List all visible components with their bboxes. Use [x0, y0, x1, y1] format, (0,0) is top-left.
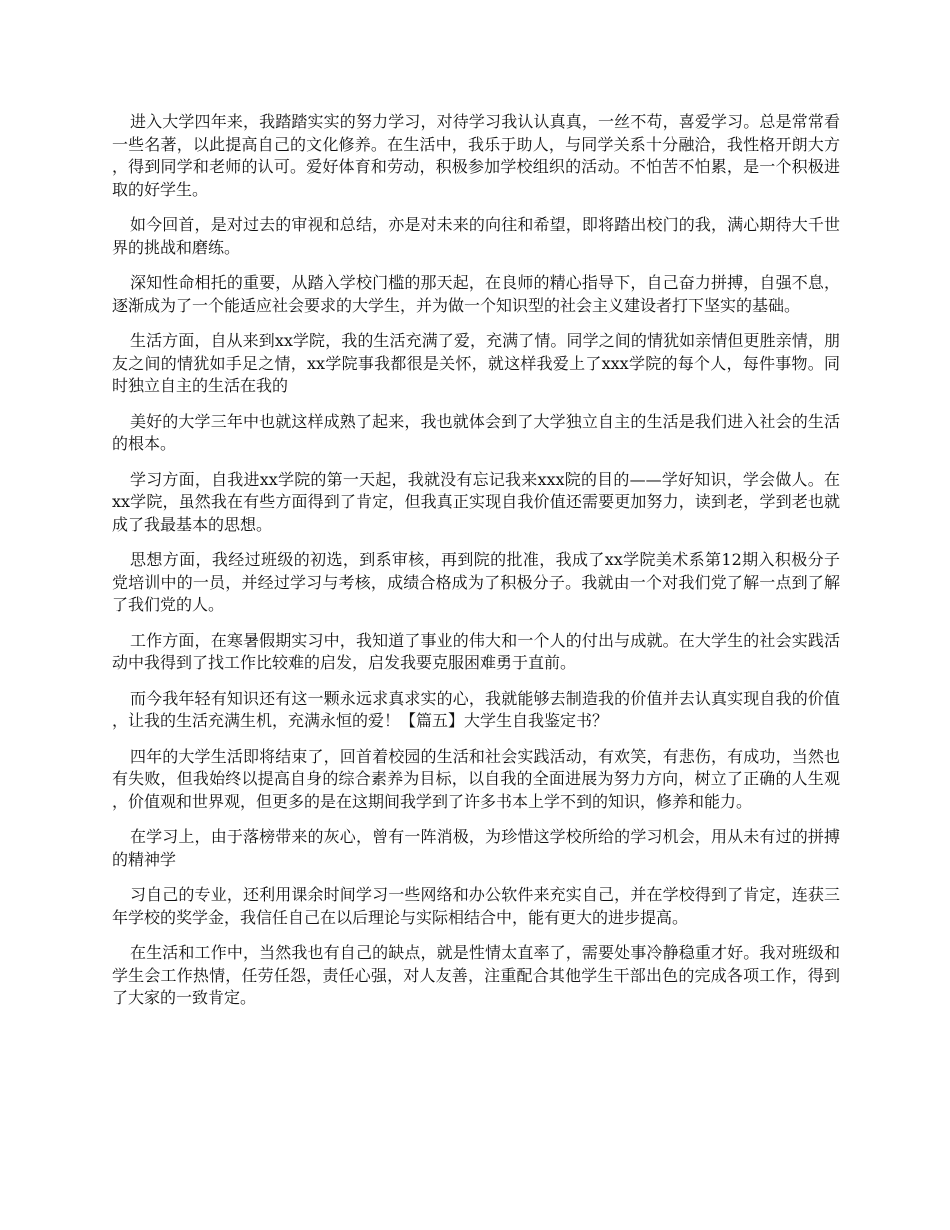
paragraph-12: 习自己的专业，还利用课余时间学习一些网络和办公软件来充实自己，并在学校得到了肯定，连获三年学校的奖学金，我信任自己在以后理论与实际相结合中，能有更大的进步提高。 [112, 885, 840, 927]
paragraph-11: 在学习上，由于落榜带来的灰心，曾有一阵消极，为珍惜这学校所给的学习机会，用从未有过的拼搏的精神学 [112, 827, 840, 869]
paragraph-5: 美好的大学三年中也就这样成熟了起来，我也就体会到了大学独立自主的生活是我们进入社会的生活的根本。 [112, 411, 840, 453]
paragraph-8: 工作方面，在寒暑假期实习中，我知道了事业的伟大和一个人的付出与成就。在大学生的社会实践活动中我得到了找工作比较难的启发，启发我要克服困难勇于直前。 [112, 630, 840, 672]
paragraph-7: 思想方面，我经过班级的初选，到系审核，再到院的批准，我成了xx学院美术系第12期入积极分子党培训中的一员，并经过学习与考核，成绩合格成为了积极分子。我就由一个对我们党了解一点到了解了我们党的人。 [112, 550, 840, 614]
paragraph-4: 生活方面，自从来到xx学院，我的生活充满了爱，充满了情。同学之间的情犹如亲情但更胜亲情，朋友之间的情犹如手足之情，xx学院事我都很是关怀，就这样我爱上了xxx学院的每个人，每件事物。同时独立自主的生活在我的 [112, 331, 840, 395]
paragraph-13: 在生活和工作中，当然我也有自己的缺点，就是性情太直率了，需要处事冷静稳重才好。我对班级和学生会工作热情，任劳任怨，责任心强，对人友善，注重配合其他学生干部出色的完成各项工作，得到了大家的一致肯定。 [112, 943, 840, 1007]
paragraph-10: 四年的大学生活即将结束了，回首着校园的生活和社会实践活动，有欢笑，有悲伤，有成功，当然也有失败，但我始终以提高自身的综合素养为目标，以自我的全面进展为努力方向，树立了正确的人生观，价值观和世界观，但更多的是在这期间我学到了许多书本上学不到的知识，修养和能力。 [112, 746, 840, 811]
paragraph-3: 深知性命相托的重要，从踏入学校门槛的那天起，在良师的精心指导下，自己奋力拼搏，自强不息，逐渐成为了一个能适应社会要求的大学生，并为做一个知识型的社会主义建设者打下坚实的基础。 [112, 273, 840, 315]
paragraph-1: 进入大学四年来，我踏踏实实的努力学习，对待学习我认认真真，一丝不苟，喜爱学习。总是常常看一些名著，以此提高自己的文化修养。在生活中，我乐于助人，与同学关系十分融洽，我性格开朗大方，得到同学和老师的认可。爱好体育和劳动，积极参加学校组织的活动。不怕苦不怕累，是一个积极进取的好学生。 [112, 112, 840, 199]
paragraph-9: 而今我年轻有知识还有这一颗永远求真求实的心，我就能够去制造我的价值并去认真实现自我的价值，让我的生活充满生机，充满永恒的爱！【篇五】大学生自我鉴定书？ [112, 688, 840, 730]
document-body [112, 111, 840, 1023]
paragraph-2: 如今回首，是对过去的审视和总结，亦是对未来的向往和希望，即将踏出校门的我，满心期待大千世界的挑战和磨练。 [112, 215, 840, 257]
paragraph-6: 学习方面，自我进xx学院的第一天起，我就没有忘记我来xxx院的目的——学好知识，学会做人。在xx学院，虽然我在有些方面得到了肯定，但我真正实现自我价值还需要更加努力，读到老，学到老也就成了我最基本的思想。 [112, 469, 840, 534]
